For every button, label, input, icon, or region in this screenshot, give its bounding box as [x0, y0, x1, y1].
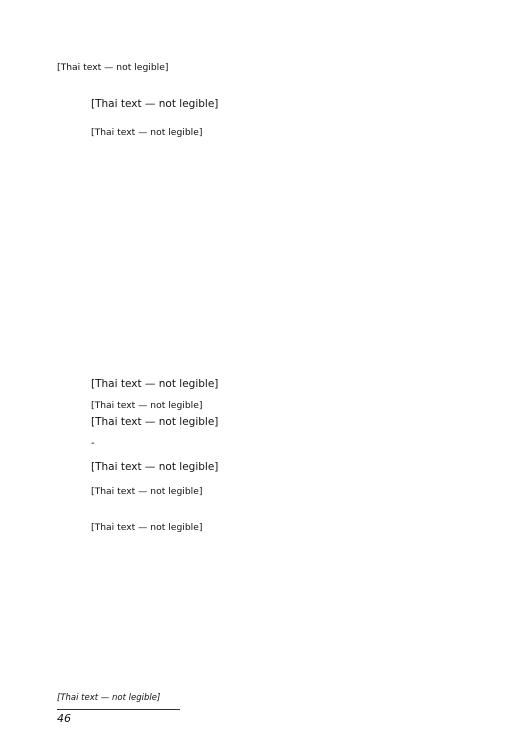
heading-morphology: [Thai text — not legible] [91, 98, 219, 110]
heading-control: [Thai text — not legible] [91, 461, 219, 473]
intro-paragraph: [Thai text — not legible] [57, 62, 169, 73]
control-item-1: [Thai text — not legible] [91, 486, 203, 497]
page-number: 46 [57, 712, 71, 725]
heading-host-plants: [Thai text — not legible] [91, 378, 219, 390]
control-item-2: [Thai text — not legible] [91, 522, 203, 533]
natural-enemies-value: - [91, 438, 95, 449]
paragraph-host-plants: [Thai text — not legible] [91, 400, 203, 411]
footer-book-title: [Thai text — not legible] [57, 693, 161, 703]
paragraph-morphology: [Thai text — not legible] [91, 127, 203, 138]
heading-natural-enemies: [Thai text — not legible] [91, 416, 219, 428]
footer-divider [57, 709, 180, 710]
